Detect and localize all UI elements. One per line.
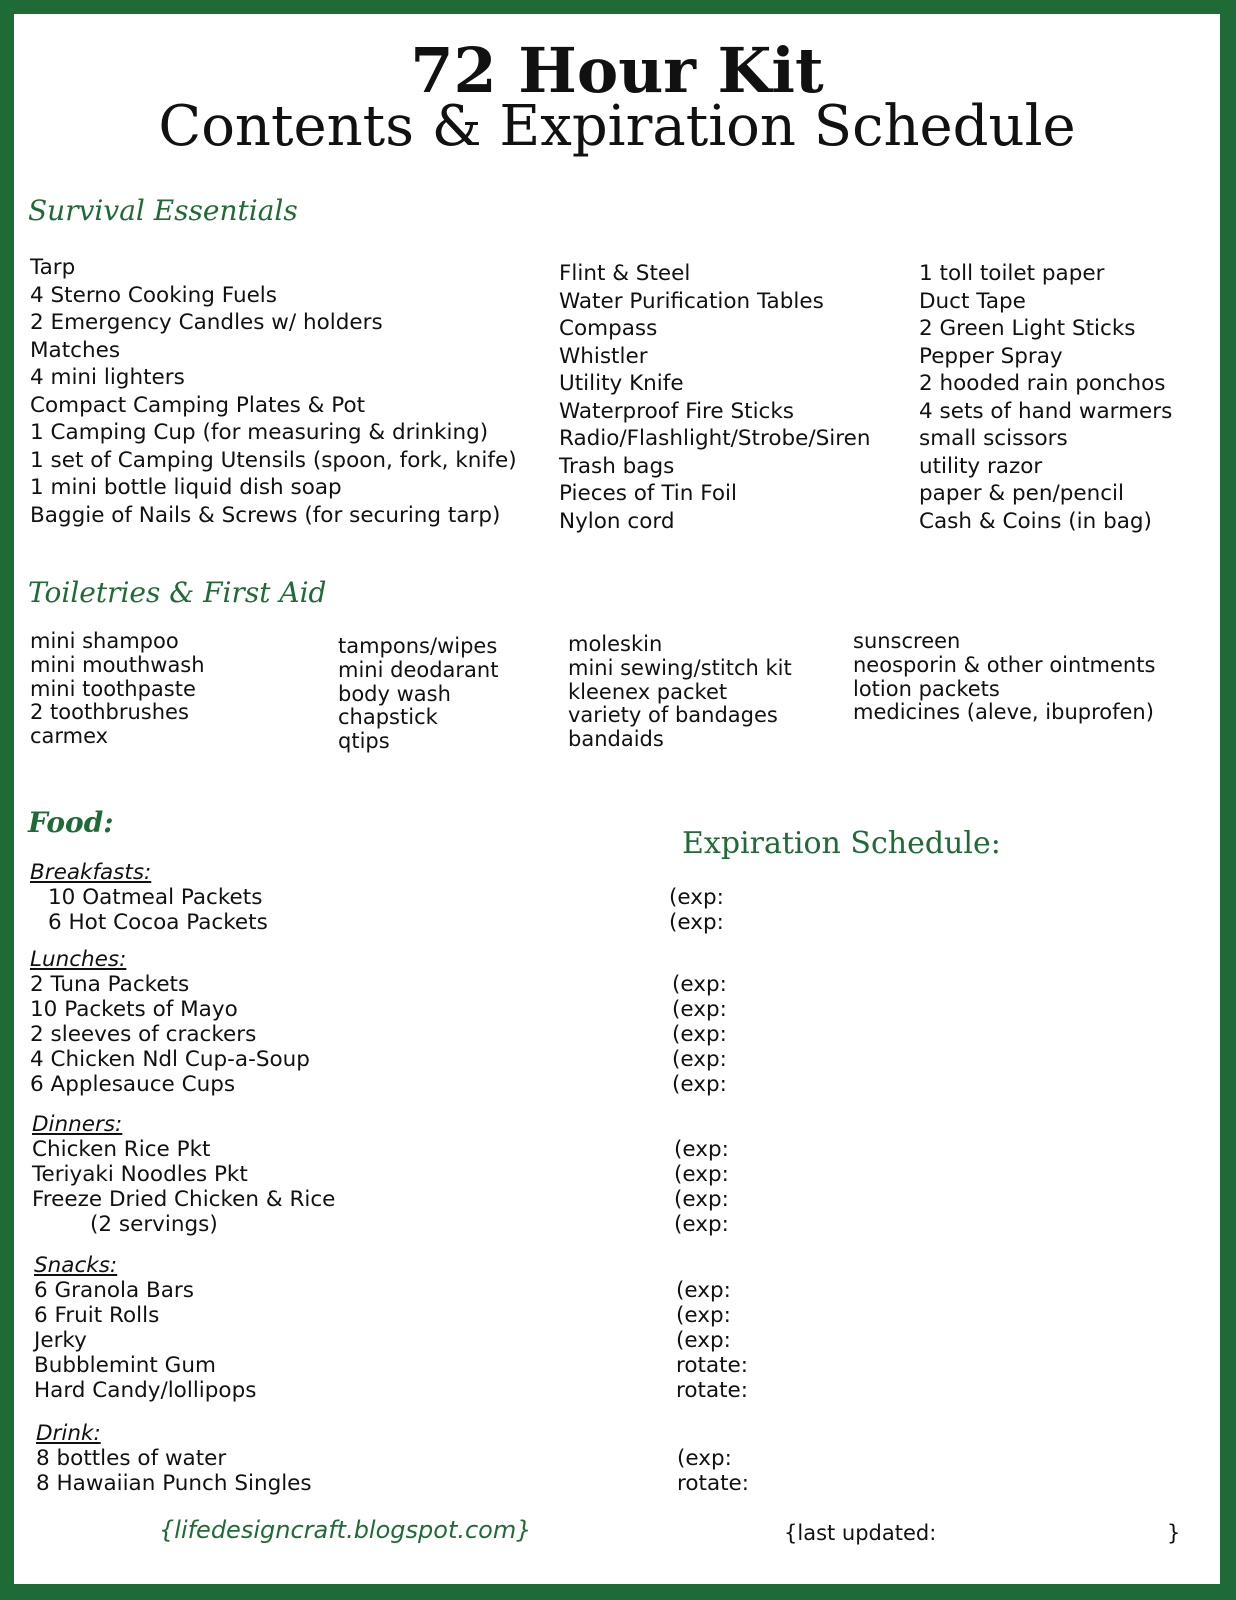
food-item: (2 servings) [90,1212,218,1237]
food-item: Hard Candy/lollipops [34,1378,257,1403]
toiletries-heading: Toiletries & First Aid [28,576,327,609]
list-item: 2 toothbrushes [30,700,189,725]
list-item: bandaids [568,727,664,752]
food-item: Bubblemint Gum [34,1353,216,1378]
toiletries-col-4 [853,630,1155,725]
list-item: Nylon cord [559,508,675,534]
food-drink [36,1421,312,1496]
list-item: medicines (aleve, ibuprofen) [853,700,1154,725]
list-item: carmex [30,724,109,749]
kit-sheet [14,14,1220,1584]
list-item: Water Purification Tables [559,288,824,314]
list-item: tampons/wipes [338,634,498,658]
food-item: 6 Granola Bars [34,1278,194,1303]
list-item: moleskin [568,632,663,656]
exp-entry: rotate: [676,1378,749,1403]
exp-entry: (exp: [674,1162,729,1187]
category-label: Snacks: [34,1253,118,1278]
exp-entry: (exp: [676,1278,731,1303]
food-item: Chicken Rice Pkt [32,1137,211,1162]
food-item: 6 Hot Cocoa Packets [48,910,268,935]
list-item: Flint & Steel [559,261,691,286]
toiletries-col-1 [30,630,205,749]
list-item: 1 set of Camping Utensils (spoon, fork, knife) [30,447,517,473]
list-item: Whistler [559,343,648,369]
exp-entry: (exp: [674,1212,729,1237]
list-item: Trash bags [559,453,675,479]
list-item: body wash [338,681,451,706]
list-item: utility razor [919,453,1043,479]
survival-col-1 [30,254,517,529]
page-subtitle: Contents & Expiration Schedule [158,94,1076,159]
exp-snacks [676,1278,748,1403]
list-item: qtips [338,729,390,754]
food-item: Teriyaki Noodles Pkt [32,1162,248,1187]
list-item: 2 hooded rain ponchos [919,371,1166,396]
exp-entry: (exp: [676,1303,731,1328]
food-item: 8 bottles of water [36,1446,227,1471]
exp-entry: (exp: [674,1187,729,1212]
list-item: mini deodarant [338,657,499,682]
food-item: 8 Hawaiian Punch Singles [36,1471,312,1496]
list-item: variety of bandages [568,703,778,728]
food-snacks [34,1253,256,1403]
category-label: Dinners: [32,1112,123,1137]
list-item: Pepper Spray [919,343,1063,369]
list-item: paper & pen/pencil [919,481,1124,506]
survival-heading: Survival Essentials [28,194,298,227]
blog-link[interactable]: {lifedesigncraft.blogspot.com} [159,1516,532,1544]
food-dinners [32,1112,335,1237]
list-item: Compass [559,316,658,341]
last-updated-label: {last updated: [784,1521,937,1545]
exp-entry: (exp: [669,910,724,935]
food-item: Jerky [34,1328,87,1353]
list-item: 2 Green Light Sticks [919,316,1136,341]
exp-entry: (exp: [672,1072,727,1097]
list-item: Tarp [30,255,76,280]
list-item: neosporin & other ointments [853,652,1156,677]
list-item: Duct Tape [919,288,1026,314]
food-lunches [30,947,310,1097]
exp-breakfasts [669,885,724,935]
food-breakfasts [30,860,268,935]
food-item: 4 Chicken Ndl Cup-a-Soup [30,1047,310,1072]
list-item: lotion packets [853,676,1000,701]
exp-entry: (exp: [677,1446,732,1471]
expiration-heading: Expiration Schedule: [682,826,1001,861]
food-item: 6 Applesauce Cups [30,1072,236,1097]
list-item: Compact Camping Plates & Pot [30,392,366,418]
category-label: Drink: [36,1421,101,1446]
page-title: 72 Hour Kit [410,34,824,107]
exp-drink [677,1446,749,1496]
exp-dinners [674,1137,729,1237]
list-item: Waterproof Fire Sticks [559,398,795,424]
exp-entry: (exp: [674,1137,729,1162]
food-item: Freeze Dried Chicken & Rice [32,1187,336,1212]
toiletries-col-3 [568,633,792,752]
list-item: small scissors [919,426,1068,451]
category-label: Breakfasts: [30,860,152,885]
list-item: 2 Emergency Candles w/ holders [30,310,383,335]
list-item: mini shampoo [30,629,179,653]
list-item: 1 toll toilet paper [919,261,1105,286]
list-item: Radio/Flashlight/Strobe/Siren [559,426,871,451]
food-item: 2 Tuna Packets [30,972,190,997]
exp-entry: (exp: [672,1047,727,1072]
list-item: Cash & Coins (in bag) [919,508,1152,534]
list-item: 4 mini lighters [30,365,185,390]
list-item: 1 mini bottle liquid dish soap [30,475,342,500]
list-item: mini sewing/stitch kit [568,655,792,680]
survival-col-2 [559,260,870,535]
exp-entry: (exp: [669,885,724,910]
exp-lunches [672,972,727,1097]
food-item: 10 Oatmeal Packets [48,885,263,910]
food-heading: Food: [28,806,114,839]
list-item: 4 Sterno Cooking Fuels [30,282,277,308]
list-item: chapstick [338,705,438,730]
exp-entry: (exp: [676,1328,731,1353]
list-item: kleenex packet [568,679,728,704]
food-item: 10 Packets of Mayo [30,997,238,1022]
list-item: sunscreen [853,629,961,653]
food-item: 6 Fruit Rolls [34,1303,160,1328]
list-item: Pieces of Tin Foil [559,481,737,506]
exp-entry: (exp: [672,997,727,1022]
exp-entry: rotate: [676,1353,749,1378]
survival-col-3 [919,260,1172,535]
last-updated-brace: } [1167,1521,1181,1545]
exp-entry: rotate: [677,1471,750,1496]
category-label: Lunches: [30,947,127,972]
food-item: 2 sleeves of crackers [30,1022,257,1047]
list-item: mini toothpaste [30,676,196,701]
list-item: 1 Camping Cup (for measuring & drinking) [30,420,489,445]
list-item: mini mouthwash [30,652,205,677]
list-item: 4 sets of hand warmers [919,398,1173,424]
exp-entry: (exp: [672,1022,727,1047]
toiletries-col-2 [338,635,498,754]
list-item: Matches [30,337,121,363]
list-item: Utility Knife [559,371,684,396]
exp-entry: (exp: [672,972,727,997]
list-item: Baggie of Nails & Screws (for securing tarp) [30,502,501,528]
